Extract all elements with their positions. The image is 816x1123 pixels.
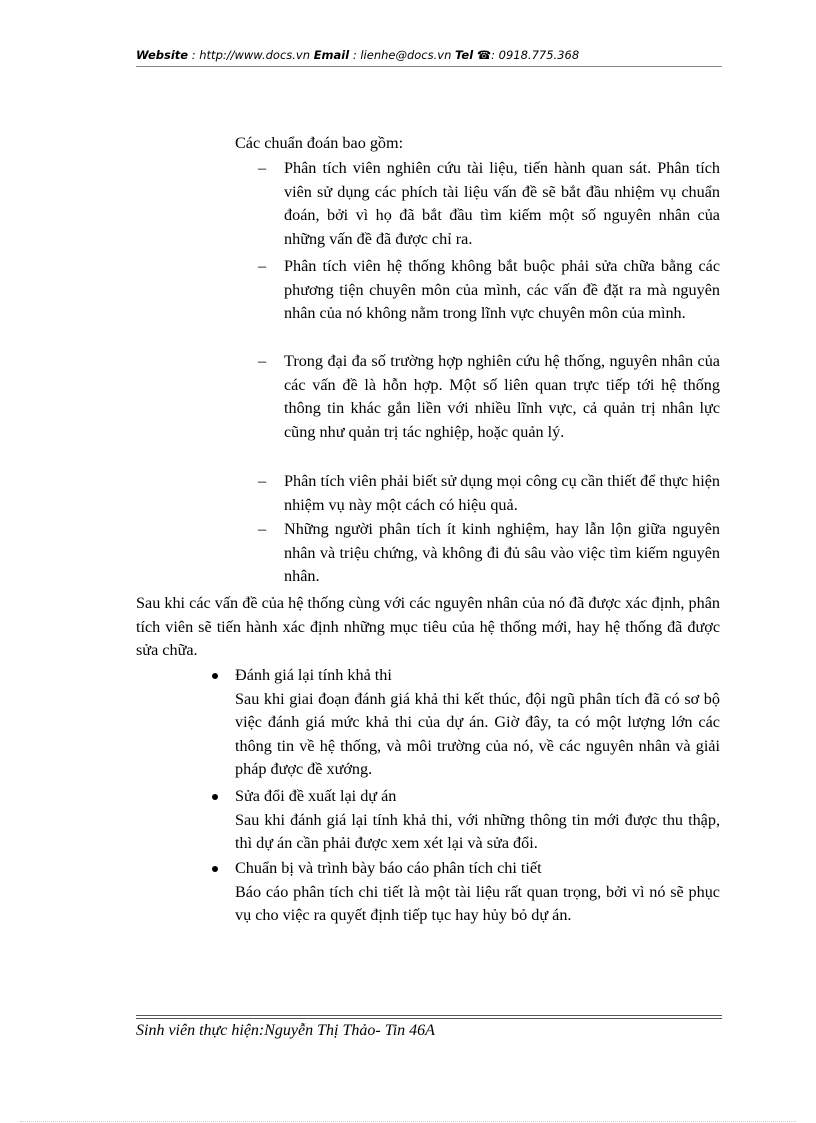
intro-line: Các chuẩn đoán bao gồm:	[235, 134, 404, 152]
bullet-title: Sửa đổi đề xuất lại dự án	[235, 787, 397, 805]
bullet-item-content	[235, 664, 720, 782]
bullet-body: Sau khi đánh giá lại tính khả thi, với những thông tin mới được thu thập, thì dự án cần phải được xem xét lại và sửa đổi.	[235, 810, 720, 852]
phone-icon: ☎	[476, 48, 492, 62]
dash-list-item	[258, 470, 720, 517]
email-label: Email	[313, 48, 350, 62]
bullet-body: Sau khi giai đoạn đánh giá khả thi kết thúc, đội ngũ phân tích đã có sơ bộ việc đánh giá mức khả thi của dự án. Giờ đây, ta có một lượng lớn các thông tin về hệ thống, và môi trường của nó, về các nguyên nhân và giải pháp được đề xướng.	[235, 689, 720, 778]
bullet-dot-icon	[212, 794, 218, 800]
email-address[interactable]: : lienhe@docs.vn	[352, 48, 452, 62]
dash-list-item	[258, 157, 720, 251]
footer-divider-top	[136, 1015, 722, 1016]
page-footer: Sinh viên thực hiện:Nguyễn Thị Thảo- Tin 46A	[136, 1022, 435, 1039]
page-header	[136, 48, 722, 62]
header-divider	[136, 66, 722, 67]
dash-item-text: Phân tích viên hệ thống không bắt buộc phải sửa chữa bằng các phương tiện chuyên môn của mình, các vấn đề đặt ra mà nguyên nhân của nó không nằm trong lĩnh vực chuyên môn của mình.	[284, 257, 720, 322]
website-label: Website	[136, 48, 189, 62]
tel-label: Tel	[455, 48, 474, 62]
dash-marker: –	[258, 159, 267, 177]
dash-item-text: Những người phân tích ít kinh nghiệm, hay lẫn lộn giữa nguyên nhân và triệu chứng, và không đi đủ sâu vào việc tìm kiếm nguyên nhân.	[284, 520, 720, 585]
dash-item-text: Phân tích viên nghiên cứu tài liệu, tiến hành quan sát. Phân tích viên sử dụng các phích tài liệu vấn đề sẽ bắt đầu nhiệm vụ chuẩn đoán, bởi vì họ đã bắt đầu tìm kiếm một số nguyên nhân của những vấn đề đã được chỉ ra.	[284, 159, 720, 248]
page-bottom-border	[20, 1121, 796, 1122]
dash-marker: –	[258, 520, 267, 538]
bullet-list-item	[212, 857, 720, 928]
dash-list-item	[258, 518, 720, 589]
bullet-title: Chuẩn bị và trình bày báo cáo phân tích chi tiết	[235, 859, 542, 877]
dash-item-text: Trong đại đa số trường hợp nghiên cứu hệ thống, nguyên nhân của các vấn đề là hỗn hợp. Một số liên quan trực tiếp tới hệ thống thông tin khác gắn liền với nhiều lĩnh vực, cả quản trị nhân lực cũng như quản trị tác nghiệp, hoặc quản lý.	[284, 352, 720, 441]
footer-divider-bottom	[136, 1018, 722, 1019]
tel-number: : 0918.775.368	[491, 48, 580, 62]
bullet-item-content	[235, 785, 720, 856]
bullet-dot-icon	[212, 866, 218, 872]
body-paragraph: Sau khi các vấn đề của hệ thống cùng với các nguyên nhân của nó đã được xác định, phân tích viên sẽ tiến hành xác định những mục tiêu của hệ thống mới, hay hệ thống đã được sửa chữa.	[136, 594, 720, 659]
bullet-title: Đánh giá lại tính khả thi	[235, 666, 392, 684]
dash-list-item	[258, 350, 720, 444]
dash-marker: –	[258, 257, 267, 275]
website-url[interactable]: : http://www.docs.vn	[191, 48, 311, 62]
bullet-item-content	[235, 857, 720, 928]
bullet-body: Báo cáo phân tích chi tiết là một tài liệu rất quan trọng, bởi vì nó sẽ phục vụ cho việc ra quyết định tiếp tục hay hủy bỏ dự án.	[235, 882, 720, 924]
dash-marker: –	[258, 472, 267, 490]
dash-item-text: Phân tích viên phải biết sử dụng mọi công cụ cần thiết để thực hiện nhiệm vụ này một cách có hiệu quả.	[284, 472, 720, 514]
bullet-list-item	[212, 664, 720, 782]
bullet-list-item	[212, 785, 720, 856]
dash-marker: –	[258, 352, 267, 370]
dash-list-item	[258, 255, 720, 326]
bullet-dot-icon	[212, 673, 218, 679]
